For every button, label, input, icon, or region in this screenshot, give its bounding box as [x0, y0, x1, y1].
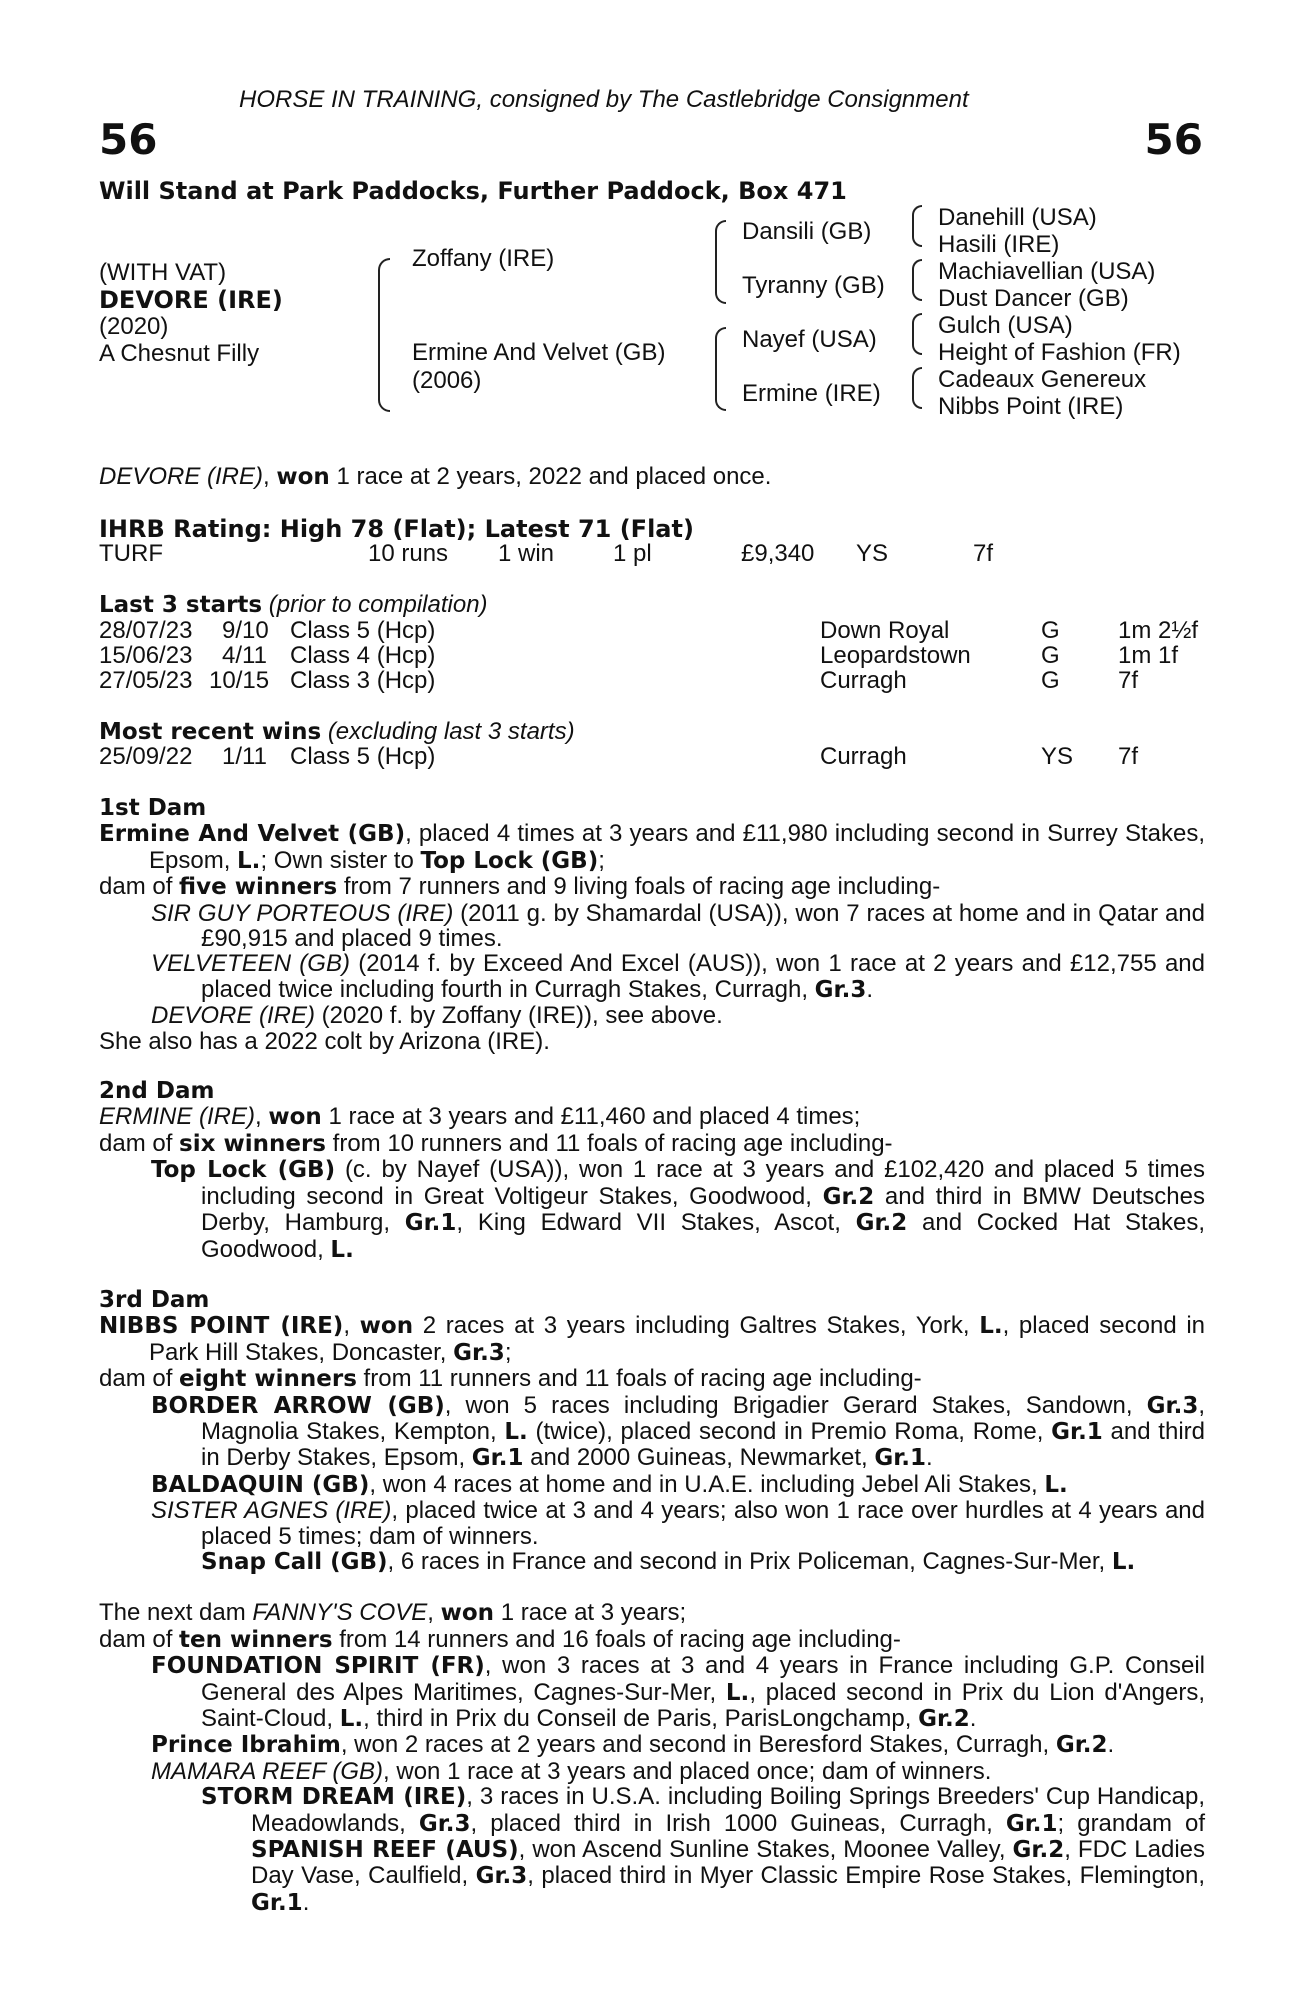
sire: Zoffany (IRE) [412, 245, 555, 272]
dam-year: (2006) [412, 367, 482, 394]
offspring-name: Prince Ibrahim [151, 1732, 341, 1759]
recent-wins-heading [99, 719, 575, 745]
group-marker: Gr.1 [251, 1889, 303, 1916]
offspring-text: . [969, 1705, 977, 1732]
second-dam-name: ERMINE (IRE) [99, 1103, 255, 1131]
pedigree-brace [378, 258, 390, 412]
rating-places: 1 pl [613, 540, 652, 567]
listed-marker: L. [979, 1313, 1003, 1340]
offspring-text: , 6 races in France and second in Prix Policeman, Cagnes-Sur-Mer, [387, 1547, 1112, 1575]
start-date: 28/07/23 [99, 617, 193, 644]
start-position: 9/10 [222, 617, 269, 644]
offspring-entry [99, 901, 1205, 952]
horse-description: A Chesnut Filly [99, 340, 260, 367]
offspring-entry [99, 1653, 1205, 1732]
ancestor-3: Machiavellian (USA) [938, 258, 1156, 285]
offspring-text: (twice), placed second in Premio Roma, Rome, [527, 1417, 1052, 1445]
summary-won: won [276, 464, 330, 490]
second-dam-text: 1 race at 3 years and £11,460 and placed 4 times; [321, 1103, 861, 1131]
start-distance: 7f [1118, 667, 1139, 694]
dam-of-label: dam of [99, 1365, 180, 1393]
offspring-text: , won Ascend Sunline Stakes, Moonee Valley, [518, 1836, 1013, 1864]
next-dam-intro: The next dam [99, 1599, 253, 1627]
start-class: Class 3 (Hcp) [290, 667, 436, 694]
ancestor-6: Height of Fashion (FR) [938, 339, 1181, 366]
start-position: 4/11 [222, 642, 267, 669]
group-marker: Gr.2 [855, 1210, 908, 1237]
first-dam-produce [99, 874, 1205, 900]
start-date: 15/06/23 [99, 642, 193, 669]
start-date: 27/05/23 [99, 667, 193, 694]
ancestor-2: Hasili (IRE) [938, 231, 1060, 258]
offspring-entry [99, 1157, 1205, 1263]
dam-sire: Nayef (USA) [742, 326, 877, 353]
offspring-text: , won 2 races at 2 years and second in Beresford Stakes, Curragh, [340, 1731, 1056, 1759]
offspring-name: MAMARA REEF (GB) [151, 1757, 384, 1785]
summary-horse-name: DEVORE (IRE) [99, 463, 264, 490]
winners-count: eight winners [179, 1366, 357, 1393]
ancestor-5: Gulch (USA) [938, 312, 1073, 339]
start-position: 10/15 [209, 667, 270, 694]
sire-dam: Tyranny (GB) [742, 272, 885, 299]
offspring-text: , 3 races in U.S.A. including Boiling Springs Breeders' Cup Handicap, Meadowlands, [251, 1783, 1205, 1837]
group-marker: Gr.2 [1055, 1732, 1108, 1759]
offspring-entry [99, 1759, 1205, 1784]
offspring-entry [99, 1393, 1205, 1472]
group-marker: Gr.2 [822, 1183, 875, 1210]
rating-heading: IHRB Rating: High 78 (Flat); Latest 71 (Flat) [99, 515, 694, 543]
rating-going: YS [856, 540, 889, 567]
offspring-text: , won 4 races at home and in U.A.E. including Jebel Ali Stakes, [369, 1470, 1045, 1498]
offspring-text: (2020 f. by Zoffany (IRE)), see above. [315, 1002, 723, 1030]
grand-offspring-name: SPANISH REEF (AUS) [251, 1837, 519, 1864]
offspring-text: , placed third in Myer Classic Empire Rose Stakes, Flemington, [527, 1862, 1205, 1890]
first-dam-also: She also has a 2022 colt by Arizona (IRE). [99, 1027, 550, 1055]
rating-runs: 10 runs [368, 540, 449, 567]
offspring-text: and 2000 Guineas, Newmarket, [523, 1444, 875, 1472]
offspring-text: and Cocked Hat Stakes, Goodwood, [201, 1209, 1205, 1263]
first-dam-record [99, 821, 1205, 874]
group-marker: Gr.1 [874, 1445, 927, 1472]
offspring-text: , FDC Ladies Day Vase, Caulfield, [251, 1836, 1205, 1890]
third-dam-name: NIBBS POINT (IRE) [99, 1313, 344, 1340]
ancestor-7: Cadeaux Genereux [938, 366, 1147, 393]
start-class: Class 4 (Hcp) [290, 642, 436, 669]
rating-earnings: £9,340 [741, 540, 815, 567]
dam-of-rest: from 10 runners and 11 foals of racing age including- [325, 1129, 893, 1157]
listed-marker: L. [339, 1706, 364, 1732]
first-dam-name: Ermine And Velvet (GB) [99, 821, 406, 848]
third-dam-record: NIBBS POINT (IRE), won 2 races at 3 years including Galtres Stakes, York, L., placed second in Park Hill Stakes, Doncaster, Gr.3; [99, 1312, 1206, 1366]
offspring-entry [99, 1472, 1205, 1498]
lot-number-right: 56 [1144, 115, 1203, 164]
offspring-name: DEVORE (IRE) [151, 1002, 316, 1030]
start-course: Leopardstown [820, 642, 971, 669]
brace-g1 [912, 205, 922, 247]
offspring-text: (2011 g. by Shamardal (USA)), won 7 races at home and in Qatar and £90,915 and placed 9 times. [201, 899, 1205, 953]
vat-note: (WITH VAT) [99, 259, 227, 286]
third-dam-text: ; [504, 1338, 512, 1366]
offspring-entry [99, 1003, 1205, 1028]
offspring-name: Top Lock (GB) [151, 1157, 336, 1184]
offspring-text: . [302, 1888, 310, 1916]
offspring-text: , won 5 races including Brigadier Gerard Stakes, Sandown, [444, 1391, 1147, 1419]
offspring-text: . [1107, 1731, 1115, 1759]
ancestor-4: Dust Dancer (GB) [938, 285, 1129, 312]
group-marker: Gr.3 [814, 976, 867, 1003]
offspring-entry [99, 951, 1205, 1003]
dam-history [99, 796, 1205, 1916]
offspring-text: and third in Derby Stakes, Epsom, [201, 1417, 1205, 1472]
win-class: Class 5 (Hcp) [290, 743, 436, 770]
second-dam-produce [99, 1131, 1205, 1157]
win-distance: 7f [1118, 743, 1139, 770]
grand-offspring-entry [99, 1784, 1205, 1916]
horse-name: DEVORE (IRE) [99, 286, 283, 314]
group-marker: Gr.1 [1005, 1810, 1058, 1837]
group-marker: Gr.3 [418, 1810, 471, 1837]
start-course: Curragh [820, 667, 907, 694]
start-distance: 1m 1f [1118, 642, 1179, 669]
third-dam-heading: 3rd Dam [99, 1286, 210, 1313]
offspring-name: Snap Call (GB) [201, 1548, 388, 1575]
rating-distance: 7f [973, 540, 994, 567]
win-position: 1/11 [222, 743, 267, 770]
last-starts-title: Last 3 starts [99, 592, 263, 618]
offspring-text: , won 1 race at 3 years and placed once; dam of winners. [383, 1757, 992, 1785]
offspring-text: , won 3 races at 3 and 4 years in France including G.P. Conseil General des Alpes Maritimes, Cagnes-Sur-Mer, [201, 1652, 1206, 1706]
offspring-name: SISTER AGNES (IRE) [151, 1497, 392, 1525]
offspring-text: , placed third in Irish 1000 Guineas, Curragh, [470, 1809, 1006, 1837]
third-dam-produce [99, 1366, 1205, 1392]
rating-surface: TURF [99, 540, 163, 567]
dam: Ermine And Velvet (GB) [412, 339, 666, 366]
first-dam-text: ; [598, 846, 605, 874]
offspring-text: ; grandam of [1057, 1809, 1206, 1837]
win-going: YS [1041, 743, 1074, 770]
ancestor-8: Nibbs Point (IRE) [938, 393, 1124, 420]
group-marker: Gr.1 [1051, 1418, 1103, 1445]
offspring-text: . [926, 1444, 933, 1472]
winners-count: five winners [179, 874, 338, 901]
dam-dam: Ermine (IRE) [742, 380, 881, 407]
sire-sire: Dansili (GB) [742, 218, 872, 245]
winners-count: ten winners [179, 1626, 333, 1653]
offspring-name: STORM DREAM (IRE) [201, 1784, 467, 1811]
race-summary: DEVORE (IRE), won 1 race at 2 years, 2022 and placed once. [99, 463, 772, 490]
offspring-text: , King Edward VII Stakes, Ascot, [456, 1209, 856, 1237]
lot-number-left: 56 [99, 115, 158, 164]
group-marker: Gr.3 [475, 1863, 528, 1890]
start-class: Class 5 (Hcp) [290, 617, 436, 644]
recent-wins-title: Most recent wins [99, 719, 322, 745]
group-marker: Gr.3 [453, 1339, 505, 1366]
first-dam-sister: Top Lock (GB) [420, 847, 599, 874]
listed-marker: L. [504, 1418, 528, 1445]
brace-g4 [912, 367, 922, 409]
consignment-line: HORSE IN TRAINING, consigned by The Castlebridge Consignment [239, 86, 969, 113]
second-dam-record: ERMINE (IRE), won 1 race at 3 years and £11,460 and placed 4 times; [99, 1103, 861, 1131]
summary-text: 1 race at 2 years, 2022 and placed once. [329, 463, 772, 490]
stable-location: Will Stand at Park Paddocks, Further Paddock, Box 471 [99, 177, 847, 205]
dam-of-rest: from 14 runners and 16 foals of racing age including- [332, 1625, 901, 1653]
offspring-name: SIR GUY PORTEOUS (IRE) [151, 899, 454, 927]
won-label: won [440, 1600, 495, 1627]
offspring-text: and third in BMW Deutsches Derby, Hamburg, [201, 1182, 1205, 1237]
third-dam-text: , placed second in Park Hill Stakes, Doncaster, [149, 1312, 1206, 1366]
ancestor-1: Danehill (USA) [938, 204, 1097, 231]
offspring-name: BORDER ARROW (GB) [151, 1392, 445, 1419]
offspring-text: (2014 f. by Exceed And Excel (AUS)), won 1 race at 2 years and £12,755 and placed twice including fourth in Curragh Stakes, Curragh, [201, 950, 1205, 1003]
foaling-year: (2020) [99, 313, 169, 340]
next-dam-produce [99, 1627, 1205, 1653]
sire-brace [715, 220, 726, 304]
group-marker: Gr.3 [1146, 1392, 1199, 1419]
win-course: Curragh [820, 743, 907, 770]
dam-of-label: dam of [99, 1129, 180, 1157]
dam-of-rest: from 11 runners and 11 foals of racing age including- [356, 1365, 922, 1393]
won-label: won [268, 1104, 322, 1131]
group-marker: Gr.2 [918, 1706, 970, 1732]
next-dam-text: 1 race at 3 years; [494, 1599, 687, 1627]
offspring-text: , placed second in Prix du Lion d'Angers, Saint-Cloud, [201, 1678, 1206, 1732]
start-distance: 1m 2½f [1118, 617, 1199, 644]
listed-marker: L. [1044, 1471, 1068, 1498]
offspring-name: VELVETEEN (GB) [151, 950, 350, 978]
offspring-text: , third in Prix du Conseil de Paris, ParisLongchamp, [363, 1705, 919, 1732]
rating-wins: 1 win [498, 540, 555, 567]
separator: , [427, 1599, 441, 1627]
offspring-entry [99, 1498, 1205, 1549]
listed-marker: L. [237, 847, 261, 874]
offspring-entry [99, 1732, 1205, 1758]
dam-brace [715, 327, 726, 411]
offspring-text: , Magnolia Stakes, Kempton, [201, 1391, 1205, 1445]
offspring-name: BALDAQUIN (GB) [151, 1471, 370, 1498]
brace-g2 [912, 259, 922, 301]
last-starts-note: (prior to compilation) [268, 591, 488, 618]
winners-count: six winners [179, 1130, 326, 1157]
start-going: G [1041, 642, 1060, 669]
win-date: 25/09/22 [99, 743, 193, 770]
first-dam-heading: 1st Dam [99, 795, 207, 821]
start-course: Down Royal [820, 617, 950, 644]
second-dam-heading: 2nd Dam [99, 1078, 215, 1105]
group-marker: Gr.1 [404, 1210, 457, 1237]
first-dam-text: ; Own sister to [260, 846, 421, 874]
offspring-text: . [866, 975, 874, 1003]
grand-offspring-entry [99, 1549, 1205, 1575]
next-dam-record [99, 1600, 1205, 1626]
listed-marker: L. [725, 1679, 750, 1706]
dam-of-rest: from 7 runners and 9 living foals of racing age including- [337, 873, 941, 901]
offspring-text: (c. by Nayef (USA)), won 1 race at 3 years and £102,420 and placed 5 times including second in Great Voltigeur Stakes, Goodwood, [201, 1156, 1206, 1210]
recent-wins-note: (excluding last 3 starts) [327, 718, 575, 745]
group-marker: Gr.2 [1012, 1837, 1065, 1864]
third-dam-text: 2 races at 3 years including Galtres Stakes, York, [413, 1312, 980, 1340]
offspring-name: FOUNDATION SPIRIT (FR) [151, 1653, 485, 1680]
start-going: G [1041, 667, 1060, 694]
dam-of-label: dam of [99, 873, 180, 901]
group-marker: Gr.1 [471, 1445, 524, 1472]
dam-of-label: dam of [99, 1625, 180, 1653]
offspring-text: , placed twice at 3 and 4 years; also won 1 race over hurdles at 4 years and placed 5 times; dam of winners. [201, 1497, 1205, 1550]
won-label: won [359, 1313, 414, 1340]
last-starts-heading [99, 592, 488, 618]
listed-marker: L. [1111, 1548, 1136, 1575]
start-going: G [1041, 617, 1060, 644]
first-dam-text: , placed 4 times at 3 years and £11,980 including second in Surrey Stakes, Epsom, [149, 820, 1205, 874]
next-dam-name: FANNY'S COVE [252, 1599, 428, 1627]
brace-g3 [912, 313, 922, 355]
listed-marker: L. [330, 1236, 354, 1263]
